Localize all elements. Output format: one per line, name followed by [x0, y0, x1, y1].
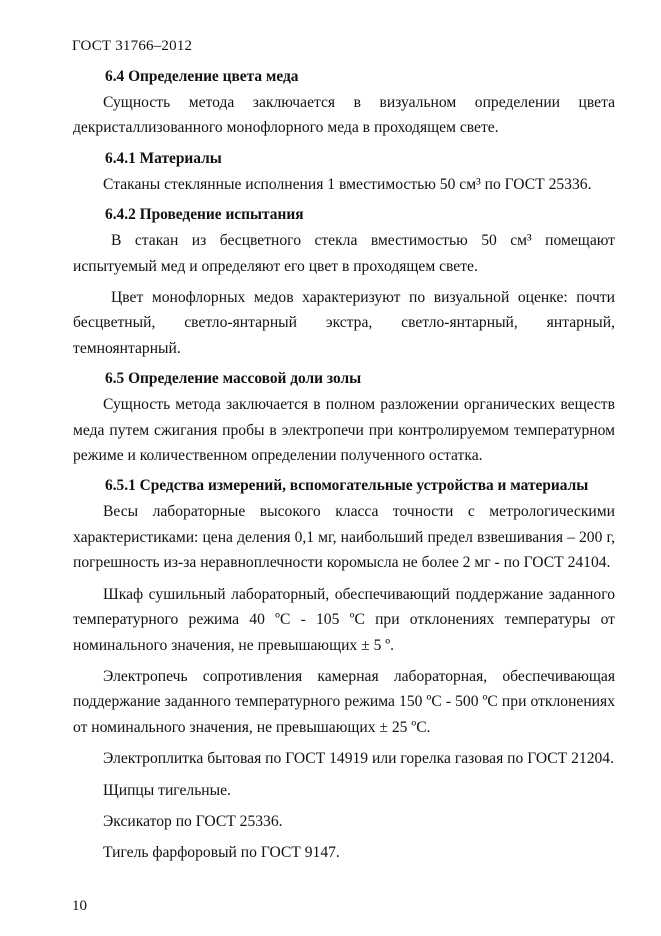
section-6-4-2-paragraph-1: В стакан из бесцветного стекла вместимостью 50 см³ помещают испытуемый мед и определяют его цвет в проходящем свете.	[73, 232, 615, 275]
section-6-5-paragraph: Сущность метода заключается в полном разложении органических веществ меда путем сжигания пробы в электропечи при контролируемом температурном режиме и количественном определении полученного остатка.	[73, 396, 615, 465]
document-body	[73, 63, 615, 866]
section-6-4-paragraph: Сущность метода заключается в визуальном определении цвета декристаллизованного монофлорного меда в проходящем свете.	[73, 94, 615, 137]
section-6-5-1-paragraph-3: Электропечь сопротивления камерная лабораторная, обеспечивающая поддержание заданного температурного режима 150 ºС - 500 ºС при отклонениях от номинального значения, не превышающих ± 25 ºС.	[73, 667, 615, 736]
document-code-header: ГОСТ 31766–2012	[72, 38, 193, 54]
section-6-4-title: 6.4 Определение цвета меда	[105, 68, 299, 85]
section-6-5-1-paragraph-2: Шкаф сушильный лабораторный, обеспечивающий поддержание заданного температурного режима 40 ºС - 105 ºС при отклонениях температуры от номинального значения, не превышающих ± 5 º.	[73, 585, 615, 654]
section-6-5-title: 6.5 Определение массовой доли золы	[105, 370, 362, 388]
page-number: 10	[72, 898, 87, 914]
section-6-5-1-paragraph-1: Весы лабораторные высокого класса точности с метрологическими характеристиками: цена деления 0,1 мг, наибольший предел взвешивания – 200 г, погрешность из-за неравноплечности коромысла не более 2 мг - по ГОСТ 24104.	[73, 503, 615, 572]
section-6-4-2-paragraph-2: Цвет монофлорных медов характеризуют по визуальной оценке: почти бесцветный, светло-янтарный экстра, светло-янтарный, янтарный, темноянтарный.	[73, 289, 615, 357]
section-6-4-2-title: 6.4.2 Проведение испытания	[105, 206, 304, 224]
section-6-5-1-paragraph-4: Электроплитка бытовая по ГОСТ 14919 или горелка газовая по ГОСТ 21204.	[103, 750, 614, 768]
section-6-5-1-paragraph-7: Тигель фарфоровый по ГОСТ 9147.	[103, 844, 340, 862]
section-6-4-1-paragraph: Стаканы стеклянные исполнения 1 вместимостью 50 см³ по ГОСТ 25336.	[103, 175, 592, 193]
section-6-4-1-title: 6.4.1 Материалы	[105, 149, 222, 167]
section-6-5-1-paragraph-5: Щипцы тигельные.	[103, 781, 231, 799]
section-6-5-1-title: 6.5.1 Средства измерений, вспомогательные устройства и материалы	[105, 477, 589, 495]
section-6-5-1-paragraph-6: Эксикатор по ГОСТ 25336.	[103, 812, 283, 830]
